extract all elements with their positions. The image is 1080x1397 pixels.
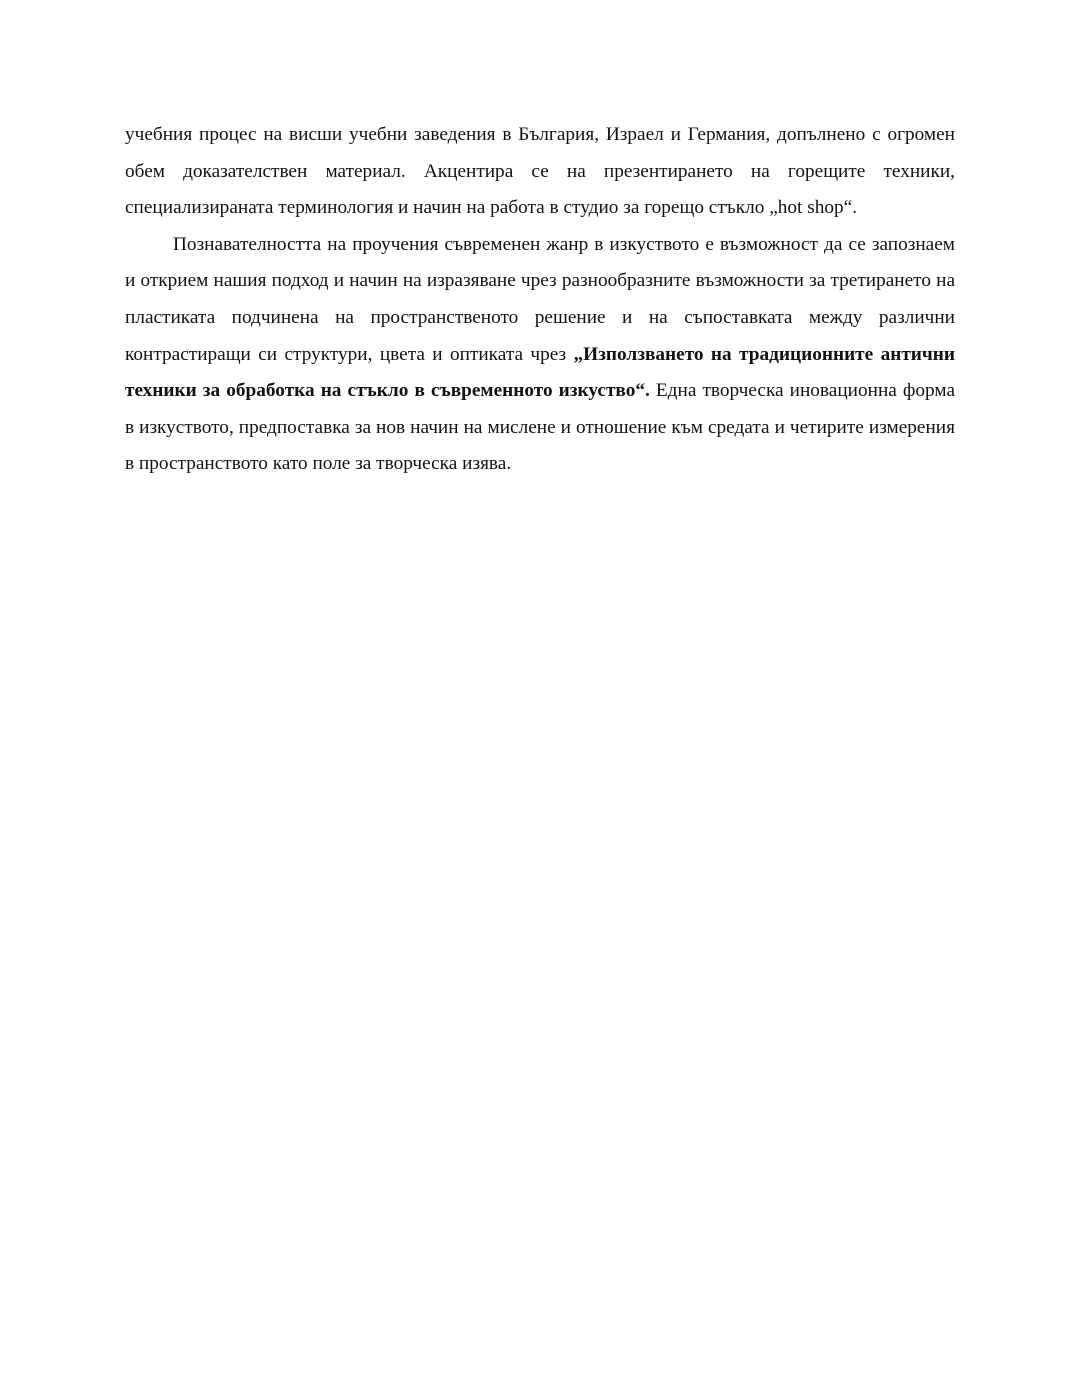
bold-title-text: „Използването на традиционните антични техники за обработка на стъкло в съвременното изкуство“.: [125, 343, 956, 402]
document-body: [125, 117, 955, 483]
paragraph-main: [125, 227, 955, 483]
paragraph-continued: учебния процес на висши учебни заведения в България, Израел и Германия, допълнено с огромен обем доказателствен материал. Акцентира се на презентирането на горещите техники, специализираната терминология и начин на работа в студио за горещо стъкло „hot shop“.: [125, 124, 955, 219]
paragraph-ending-text: Една творческа иновационна форма в изкуството, предпоставка за нов начин на мислене и отношение към средата и четирите измерения в пространството като поле за творческа изява.: [125, 380, 956, 475]
paragraph-intro-text: Познавателността на проучения съвременен жанр в изкуството е възможност да се запознаем и открием нашия подход и начин на изразяване чрез разнообразните възможности за третирането на пластиката подчинена на пространственото решение и на съпоставката между различни контрастиращи си структури, цвета и оптиката чрез: [125, 233, 955, 365]
